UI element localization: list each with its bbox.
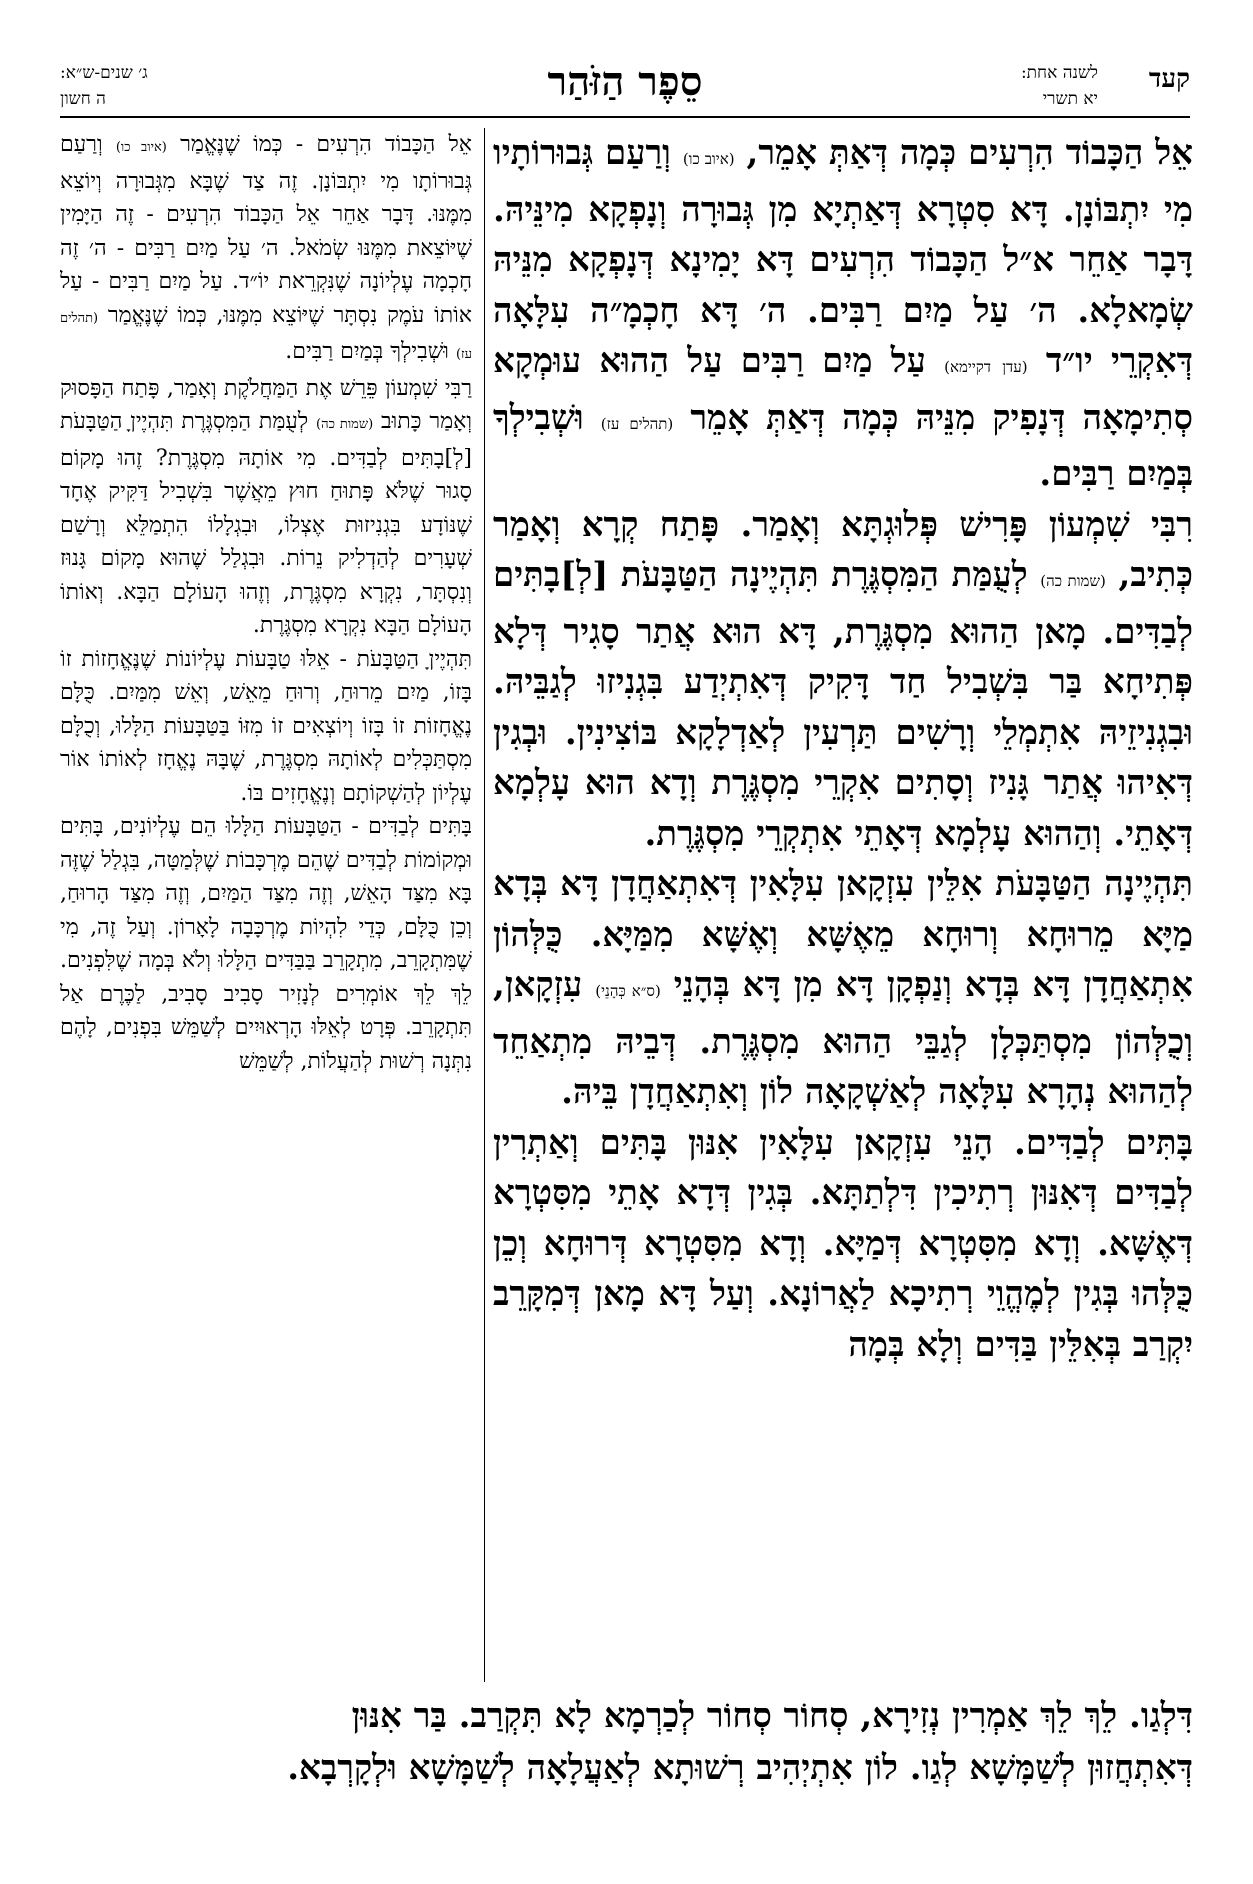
header-left-line1: ג׳ שנים-ש״א:: [60, 63, 148, 83]
column-divider: [484, 128, 485, 1682]
main-text-column: [493, 128, 1193, 1682]
bottom-line-2: דְּאִתְחֲזוּן לְשַׁמָּשָׁא לְגַו. לוֹן אִתְיְהִיב רְשׁוּתָא לְאַעֲלָאָה לְשַׁמָּשָׁא וּלְקָרְבָא.: [287, 1748, 1193, 1788]
side-text-segment: רַבִּי שִׁמְעוֹן פֵּרֵשׁ אֶת הַמַּחֲלֹקֶת וְאָמַר, פָּתַח הַפָּסוּק וְאָמַר כָּתוּב: [60, 375, 472, 434]
translation-column: [60, 128, 472, 1682]
side-text-segment: לְעֻמַּת הַמִּסְגֶּרֶת תִּהְיֶיןָ הַטַּבָּעֹת [לְ]בָתִּים לְבַדִּים. מִי אוֹתָהּ מִסְגֶּרֶת? זֶהוּ מָקוֹם סָגוּר שֶׁלֹּא פָּתוּחַ חוּץ מֵאֲשֶׁר בִּשְׁבִיל דַּקִּיק אֶחָד שֶׁנּוֹדָע בִּגְנִיזוּת אֶצְלוֹ, וּבִגְלָלוֹ הִתְמַלֵּא וְרָשַׁם שְׁעָרִים לְהַדְלִיק נֵרוֹת. וּבִגְלַל שֶׁהוּא מָקוֹם גָּנוּז וְנִסְתָּר, נִקְרָא מִסְגֶּרֶת, וְזֶהוּ הָעוֹלָם הַבָּא. וְאוֹתוֹ הָעוֹלָם הַבָּא נִקְרָא מִסְגֶּרֶת.: [60, 409, 472, 638]
header-right-line2: יא תשרי: [1042, 89, 1098, 109]
citation: (שמות כה): [1040, 572, 1106, 590]
main-text-segment: וּשְׁבִילְךָ בְּמַיִם רַבִּים.: [493, 397, 1193, 494]
main-paragraph-4: [493, 1118, 1193, 1371]
main-paragraph-2: [493, 500, 1193, 860]
header-right-line1: לשנה אחת:: [1020, 63, 1098, 83]
main-text-segment: לְעֻמַּת הַמִּסְגֶּרֶת תִּהְיֶינָה הַטַּבָּעֹת [לְ]בָתִּים לְבַדִּים. מָאן הַהוּא מִסְגֶּרֶת, דָּא הוּא אֲתַר סָגִיר דְּלָא פְּתִיחָא בַּר בִּשְׁבִיל חַד דָּקִיק דְּאִתְיְדַע בִּגְנִיזוּ לְגַבֵּיהּ. וּבִגְנִיזֵיהּ אִתְמְלֵי וְרָשִׁים תַּרְעִין לְאַדְלָקָא בּוֹצִינִין. וּבְגִין דְּאִיהוּ אֲתַר גָּנִיז וְסָתִים אִקְרֵי מִסְגֶּרֶת וְדָא הוּא עָלְמָא דְּאָתֵי. וְהַהוּא עָלְמָא דְּאָתֵי אִתְקְרֵי מִסְגֶּרֶת.: [493, 555, 1193, 854]
citation: (איוב כו): [115, 140, 167, 155]
side-text-segment: תִּהְיֶיןָ הַטַּבָּעֹת - אֵלּוּ טַבָּעוֹת עֶלְיוֹנוֹת שֶׁנֶּאֱחָזוֹת זוֹ בָּזוֹ, מַיִם מֵרוּחַ, וְרוּחַ מֵאֵשׁ, וְאֵשׁ מִמַּיִם. כֻּלָּם נֶאֱחָזוֹת זוֹ בָּזוֹ וְיוֹצְאִים זוֹ מִזּוֹ בַּטַּבָּעוֹת הַלָּלוּ, וְכֻלָּם מִסְתַּכְּלִים לְאוֹתָהּ מִסְגֶּרֶת, שֶׁבָּהּ נֶאֱחָז לְאוֹתוֹ אוֹר עֶלְיוֹן לְהַשְׁקוֹתָם וְנֶאֱחָזִים בּוֹ.: [60, 646, 472, 806]
main-text-segment: בָּתִּים לְבַדִּים. הָנֵי עִזְקָאן עִלָּאִין אִנּוּן בָּתִּים וְאַתְרִין לְבַדִּים דְּאִנּוּן רְתִיכִין דִּלְתַתָּא. בְּגִין דְּדָא אָתֵי מִסִּטְרָא דְּאֶשָּׁא. וְדָא מִסִּטְרָא דְּמַיָּא. וְדָא מִסִּטְרָא דְּרוּחָא וְכֵן כֻּלְּהוּ בְּגִין לְמֶהֱוֵי רְתִיכָא לַאֲרוֹנָא. וְעַל דָּא מָאן דְּמִקָּרֵב יִקְרַב בְּאִלֵּין בַּדִּים וְלָא בְּמָה: [493, 1122, 1193, 1365]
bottom-full-width-text: [63, 1690, 1193, 1794]
citation: (ס״א כְּהָנֵי): [595, 982, 661, 1000]
citation: (תהלים עז): [600, 414, 674, 433]
citation: (תהלים עז): [60, 310, 472, 362]
side-paragraph-3: [60, 643, 472, 811]
main-text-segment: אֵל הַכָּבוֹד הִרְעִים כְּמָה דְּאַתְּ אָמֵר,: [746, 133, 1193, 173]
side-text-segment: וְרַעַם גְּבוּרוֹתָו מִי יִתְבּוֹנָן. זֶה צַד שֶׁבָּא מִגְּבוּרָה וְיוֹצֵא מִמֶּנּוּ. דָּבָר אַחֵר אֵל הַכָּבוֹד הִרְעִים - זֶה הַיָּמִין שֶׁיּוֹצֵאת מִמֶּנּוּ שְׂמֹאל. ה׳ עַל מַיִם רַבִּים - ה׳ זֶה חָכְמָה עֶלְיוֹנָה שֶׁנִּקְרֵאת יוֹ״ד. עַל מַיִם רַבִּים - עַל אוֹתוֹ עֹמֶק נִסְתָּר שֶׁיּוֹצֵא מִמֶּנּוּ, כְּמוֹ שֶׁנֶּאֱמַר: [60, 132, 472, 328]
page-number: קעד: [1148, 64, 1190, 94]
side-text-segment: אֵל הַכָּבוֹד הִרְעִים - כְּמוֹ שֶׁנֶּאֱמַר: [180, 132, 472, 157]
bottom-line-1: דִּלְגַו. לֵךְ לֵךְ אַמְרִין נְזִירָא, סְחוֹר סְחוֹר לְכַרְמָא לָא תִּקְרַב. בַּר אִנּוּן: [351, 1696, 1193, 1736]
citation: (שמות כה): [316, 417, 374, 432]
book-title: סֵפֶר הַזֹּהַר: [547, 58, 703, 105]
main-paragraph-3: [493, 859, 1193, 1118]
side-paragraph-1: [60, 128, 472, 372]
main-paragraph-1: [493, 128, 1193, 500]
main-text-segment: תִּהְיֶינָה הַטַּבָּעֹת אִלֵּין עִזְקָאן עִלָּאִין דְּאִתְאַחֲדָן דָּא בְּדָא מַיָּא מֵרוּחָא וְרוּחָא מֵאֶשָּׁא וְאֶשָּׁא מִמַּיָּא. כֻּלְּהוֹן אִתְאַחֲדָן דָּא בְּדָא וְנַפְקָן דָּא מִן דָּא בְּהָנֵי: [493, 864, 1193, 1005]
main-text-segment: עִזְקָאן, וְכֻלְּהוֹן מִסְתַּכְּלָן לְגַבֵּי הַהוּא מִסְגֶּרֶת. דְּבֵיהּ מִתְאַחֵד לְהַהוּא נְהָרָא עִלָּאָה לְאַשְׁקָאָה לוֹן וְאִתְאַחֲדָן בֵּיהּ.: [493, 965, 1193, 1112]
header-left-line2: ה חשון: [60, 89, 106, 109]
side-paragraph-4: [60, 810, 472, 1078]
side-text-segment: וּשְׁבִילְךָ בְּמַיִם רַבִּים.: [285, 339, 449, 364]
side-text-segment: בָּתִּים לְבַדִּים - הַטַּבָּעוֹת הַלָּלוּ הֵם עֶלְיוֹנִים, בָּתִּים וּמְקוֹמוֹת לְבַדִּים שֶׁהֵם מֶרְכָּבוֹת שֶׁלְּמַטָּה, בִּגְלַל שֶׁזֶּה בָּא מִצַּד הָאֵשׁ, וְזֶה מִצַּד הַמַּיִם, וְזֶה מִצַּד הָרוּחַ, וְכֵן כֻּלָּם, כְּדֵי לִהְיוֹת מֶרְכָּבָה לָאָרוֹן. וְעַל זֶה, מִי שֶׁמִּתְקָרֵב, מִתְקָרֵב בַּבַּדִּים הַלָּלוּ וְלֹא בְּמָה שֶׁלִּפְנִים. לֵךְ לֵךְ אוֹמְרִים לְנָזִיר סָבִיב סָבִיב, לַכֶּרֶם אַל תִּתְקָרֵב. פְּרָט לְאֵלּוּ הָרְאוּיִים לְשַׁמֵּשׁ בִּפְנִים, לָהֶם נִתְּנָה רְשׁוּת לְהַעֲלוֹת, לְשַׁמֵּשׁ: [60, 814, 472, 1074]
citation: (איוב כו): [682, 150, 735, 168]
main-text-segment: וְרַעַם גְּבוּרוֹתָיו מִי יִתְבּוֹנָן. דָּא סִטְרָא דְּאַתְיָא מִן גְּבוּרָה וְנָפְקָא מִינֵּיהּ. דָּבָר אַחֵר א״ל הַכָּבוֹד הִרְעִים דָּא יָמִינָא דְּנָפְקָא מִנֵּיהּ שְׂמָאלָא. ה׳ עַל מַיִם רַבִּים. ה׳ דָּא חָכְמָ״ה עִלָּאָה דְּאִקְרֵי יו״ד: [493, 133, 1193, 381]
header-schedule-left: [60, 60, 148, 112]
side-paragraph-2: [60, 372, 472, 643]
page-header: [60, 58, 1190, 114]
header-rule: [60, 116, 1190, 118]
citation: (עדן דקיימא): [944, 358, 1028, 376]
main-text-segment: עַל מַיִם רַבִּים עַל הַהוּא עוּמְקָא סְתִימָאָה דְּנָפִיק מִנֵּיהּ כְּמָה דְּאַתְּ אָמֵר: [493, 341, 1193, 438]
main-text-segment: רִבִּי שִׁמְעוֹן פָּרִישׁ פְּלוּגְתָּא וְאָמַר. פָּתַח קְרָא וְאָמַר כְּתִיב,: [493, 504, 1193, 595]
